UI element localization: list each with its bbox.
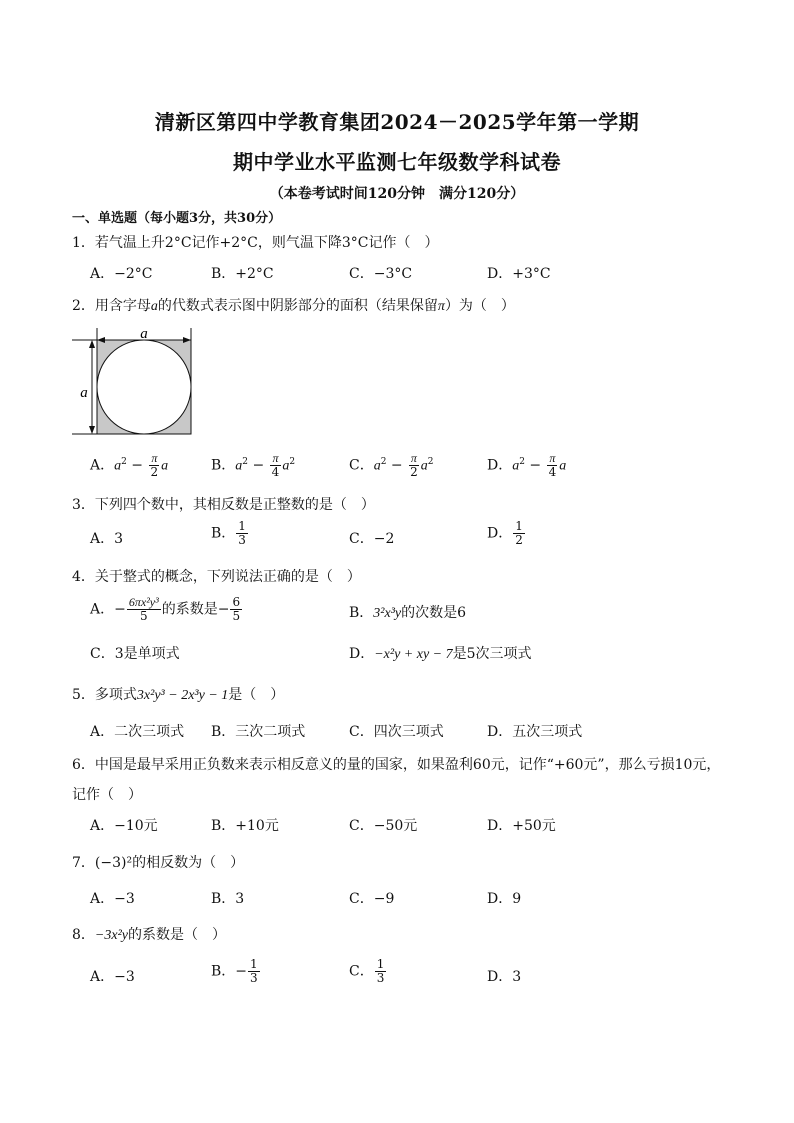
stem-expression: 3x²y³ − 2x³y − 1 bbox=[136, 688, 229, 703]
option-letter: C． bbox=[349, 963, 374, 980]
question-7-option-c[interactable]: C．−9 bbox=[349, 891, 395, 907]
option-letter: B． bbox=[349, 605, 374, 621]
option-letter: D． bbox=[487, 525, 513, 542]
question-3-stem: 3．下列四个数中，其相反数是正整数的是（ ） bbox=[72, 497, 375, 513]
square-circle-diagram bbox=[70, 326, 200, 441]
stem-expression: (−3)² bbox=[94, 855, 133, 871]
option-letter: A． bbox=[90, 457, 115, 474]
option-exponent: 2 bbox=[380, 456, 387, 467]
option-text: 是5次三项式 bbox=[452, 646, 532, 662]
fraction-denominator: 3 bbox=[238, 533, 246, 547]
question-7-option-b[interactable]: B．3 bbox=[211, 891, 245, 907]
option-text: 的系数是 bbox=[161, 601, 218, 618]
fraction-denominator: 5 bbox=[232, 609, 241, 623]
option-letter: B． bbox=[211, 525, 236, 542]
fraction-denominator: 2 bbox=[150, 465, 159, 479]
question-6-stem-line2: 记作（ ） bbox=[72, 787, 142, 803]
option-minus-sign: − bbox=[114, 601, 126, 618]
stem-prefix: 8． bbox=[72, 927, 95, 943]
fraction-numerator: 6 bbox=[232, 595, 241, 609]
option-expression: −x²y + xy − 7 bbox=[374, 647, 453, 662]
question-5-option-c[interactable]: C．四次三项式 bbox=[349, 724, 444, 740]
question-2-option-b[interactable] bbox=[211, 452, 295, 479]
option-tail-exponent: 2 bbox=[427, 456, 434, 467]
question-4-stem: 4．关于整式的概念，下列说法正确的是（ ） bbox=[72, 569, 361, 585]
question-1-option-d[interactable]: D．+3°C bbox=[487, 266, 551, 282]
question-4-option-c[interactable]: C．3是单项式 bbox=[90, 646, 180, 662]
question-2-stem-prefix: 2．用含字母 bbox=[72, 298, 151, 314]
question-2-stem-suffix: ）为（ ） bbox=[444, 298, 515, 314]
option-term-variable: a bbox=[512, 458, 520, 474]
option-letter: D． bbox=[487, 457, 513, 474]
option-tail-variable: a bbox=[420, 458, 428, 474]
question-5-option-a[interactable]: A．二次三项式 bbox=[90, 724, 185, 740]
option-tail-exponent: 2 bbox=[289, 456, 296, 467]
option-minus-sign: − bbox=[248, 457, 269, 474]
question-6-option-c[interactable]: C．−50元 bbox=[349, 818, 418, 834]
fraction-denominator: 5 bbox=[139, 609, 148, 623]
question-8-option-a[interactable]: A．−3 bbox=[90, 969, 135, 985]
fraction-numerator: π bbox=[272, 451, 279, 465]
option-text: 的次数是6 bbox=[401, 605, 467, 621]
question-2-option-a[interactable] bbox=[90, 452, 168, 479]
question-6-option-a[interactable]: A．−10元 bbox=[90, 818, 158, 834]
question-1-option-c[interactable]: C．−3°C bbox=[349, 266, 413, 282]
option-exponent: 2 bbox=[519, 456, 525, 467]
question-4-option-b[interactable] bbox=[349, 602, 466, 622]
option-fraction bbox=[513, 520, 525, 547]
option-minus-sign: − bbox=[126, 457, 148, 474]
question-6-stem-line1: 6．中国是最早采用正负数来表示相反意义的量的国家，如果盈利60元，记作“+60元”，那么亏损10元， bbox=[72, 757, 721, 773]
question-2-stem-variable: a bbox=[150, 299, 158, 314]
option-fraction bbox=[127, 596, 161, 623]
question-8-stem bbox=[72, 924, 226, 944]
fraction-numerator: 1 bbox=[250, 957, 258, 971]
fraction-numerator: 1 bbox=[515, 519, 523, 533]
question-7-stem bbox=[72, 852, 244, 872]
option-letter: C． bbox=[349, 457, 374, 474]
fraction-numerator: π bbox=[549, 451, 556, 465]
question-2-stem-pi: π bbox=[437, 299, 445, 314]
stem-suffix: 的系数是（ ） bbox=[128, 927, 226, 943]
option-minus-sign: − bbox=[524, 457, 546, 474]
question-1-option-b[interactable]: B．+2°C bbox=[211, 266, 274, 282]
question-2-figure bbox=[70, 326, 200, 445]
option-term-variable: a bbox=[114, 458, 122, 474]
question-8-option-d[interactable]: D．3 bbox=[487, 969, 522, 985]
left-side-label: a bbox=[80, 385, 88, 401]
option-letter: D． bbox=[349, 646, 375, 662]
fraction-numerator: 6πx²y³ bbox=[128, 595, 159, 609]
question-3-option-d[interactable] bbox=[487, 520, 526, 547]
fraction-numerator: 1 bbox=[376, 957, 385, 971]
fraction-numerator: π bbox=[151, 451, 158, 465]
option-expression: 3²x³y bbox=[373, 606, 402, 621]
option-minus-sign: − bbox=[217, 601, 230, 618]
question-7-option-d[interactable]: D．9 bbox=[487, 891, 522, 907]
option-term-variable: a bbox=[235, 458, 243, 474]
stem-prefix: 5．多项式 bbox=[72, 687, 137, 703]
left-arrow-bottom bbox=[89, 426, 95, 434]
fraction-denominator: 4 bbox=[548, 465, 557, 479]
option-fraction bbox=[149, 452, 161, 479]
exam-title-line1: 清新区第四中学教育集团2024－2025学年第一学期 bbox=[154, 110, 640, 134]
question-8-option-b[interactable] bbox=[211, 958, 261, 985]
option-letter: B． bbox=[211, 963, 236, 980]
option-tail-variable: a bbox=[161, 458, 169, 474]
stem-suffix: 是（ ） bbox=[228, 687, 285, 703]
option-letter: A． bbox=[90, 601, 115, 618]
option-fraction bbox=[270, 452, 282, 479]
question-6-option-d[interactable]: D．+50元 bbox=[487, 818, 556, 834]
option-tail-variable: a bbox=[282, 458, 290, 474]
fraction-denominator: 3 bbox=[376, 971, 385, 985]
option-minus-sign: − bbox=[235, 963, 248, 980]
question-4-option-a[interactable] bbox=[90, 596, 243, 623]
fraction-denominator: 3 bbox=[250, 971, 258, 985]
stem-prefix: 7． bbox=[72, 855, 95, 871]
option-fraction bbox=[230, 596, 242, 623]
section-heading-single-choice: 一、单选题（每小题3分，共30分） bbox=[72, 211, 282, 226]
option-tail-variable: a bbox=[559, 458, 567, 474]
fraction-numerator: π bbox=[410, 451, 417, 465]
question-2-stem-middle: 的代数式表示图中阴影部分的面积（结果保留 bbox=[157, 298, 438, 314]
top-side-label: a bbox=[140, 326, 148, 342]
option-fraction bbox=[547, 452, 559, 479]
question-8-option-c[interactable] bbox=[349, 958, 387, 985]
exam-title-line2: 期中学业水平监测七年级数学科试卷 bbox=[233, 150, 561, 174]
option-fraction bbox=[248, 958, 260, 985]
question-2-stem bbox=[72, 295, 515, 315]
question-1-stem: 1．若气温上升2°C记作+2°C，则气温下降3°C记作（ ） bbox=[72, 235, 439, 251]
option-term-variable: a bbox=[373, 458, 381, 474]
question-5-stem bbox=[72, 684, 284, 704]
stem-suffix: 的相反数为（ ） bbox=[132, 855, 245, 871]
option-letter: B． bbox=[211, 457, 236, 474]
fraction-denominator: 2 bbox=[515, 533, 523, 547]
fraction-denominator: 2 bbox=[410, 465, 418, 479]
question-5-option-d[interactable]: D．五次三项式 bbox=[487, 724, 583, 740]
question-3-option-c[interactable]: C．−2 bbox=[349, 531, 395, 547]
question-5-option-b[interactable]: B．三次二项式 bbox=[211, 724, 306, 740]
stem-expression: −3x²y bbox=[94, 928, 128, 943]
option-exponent: 2 bbox=[242, 456, 249, 467]
question-2-option-d[interactable] bbox=[487, 452, 566, 479]
question-4-option-d[interactable] bbox=[349, 643, 532, 663]
option-fraction bbox=[408, 452, 420, 479]
option-fraction bbox=[236, 520, 248, 547]
inscribed-circle bbox=[97, 340, 191, 434]
left-arrow-top bbox=[89, 340, 95, 348]
option-minus-sign: − bbox=[386, 457, 408, 474]
question-7-option-a[interactable]: A．−3 bbox=[90, 891, 135, 907]
exam-info: （本卷考试时间120分钟 满分120分） bbox=[269, 186, 525, 202]
question-2-option-c[interactable] bbox=[349, 452, 433, 479]
fraction-numerator: 1 bbox=[238, 519, 246, 533]
question-1-option-a[interactable]: A．−2°C bbox=[90, 266, 153, 282]
question-6-option-b[interactable]: B．+10元 bbox=[211, 818, 279, 834]
fraction-denominator: 4 bbox=[271, 465, 280, 479]
question-3-option-b[interactable] bbox=[211, 520, 249, 547]
option-exponent: 2 bbox=[121, 456, 127, 467]
option-fraction bbox=[375, 958, 387, 985]
question-3-option-a[interactable]: A．3 bbox=[90, 531, 124, 547]
